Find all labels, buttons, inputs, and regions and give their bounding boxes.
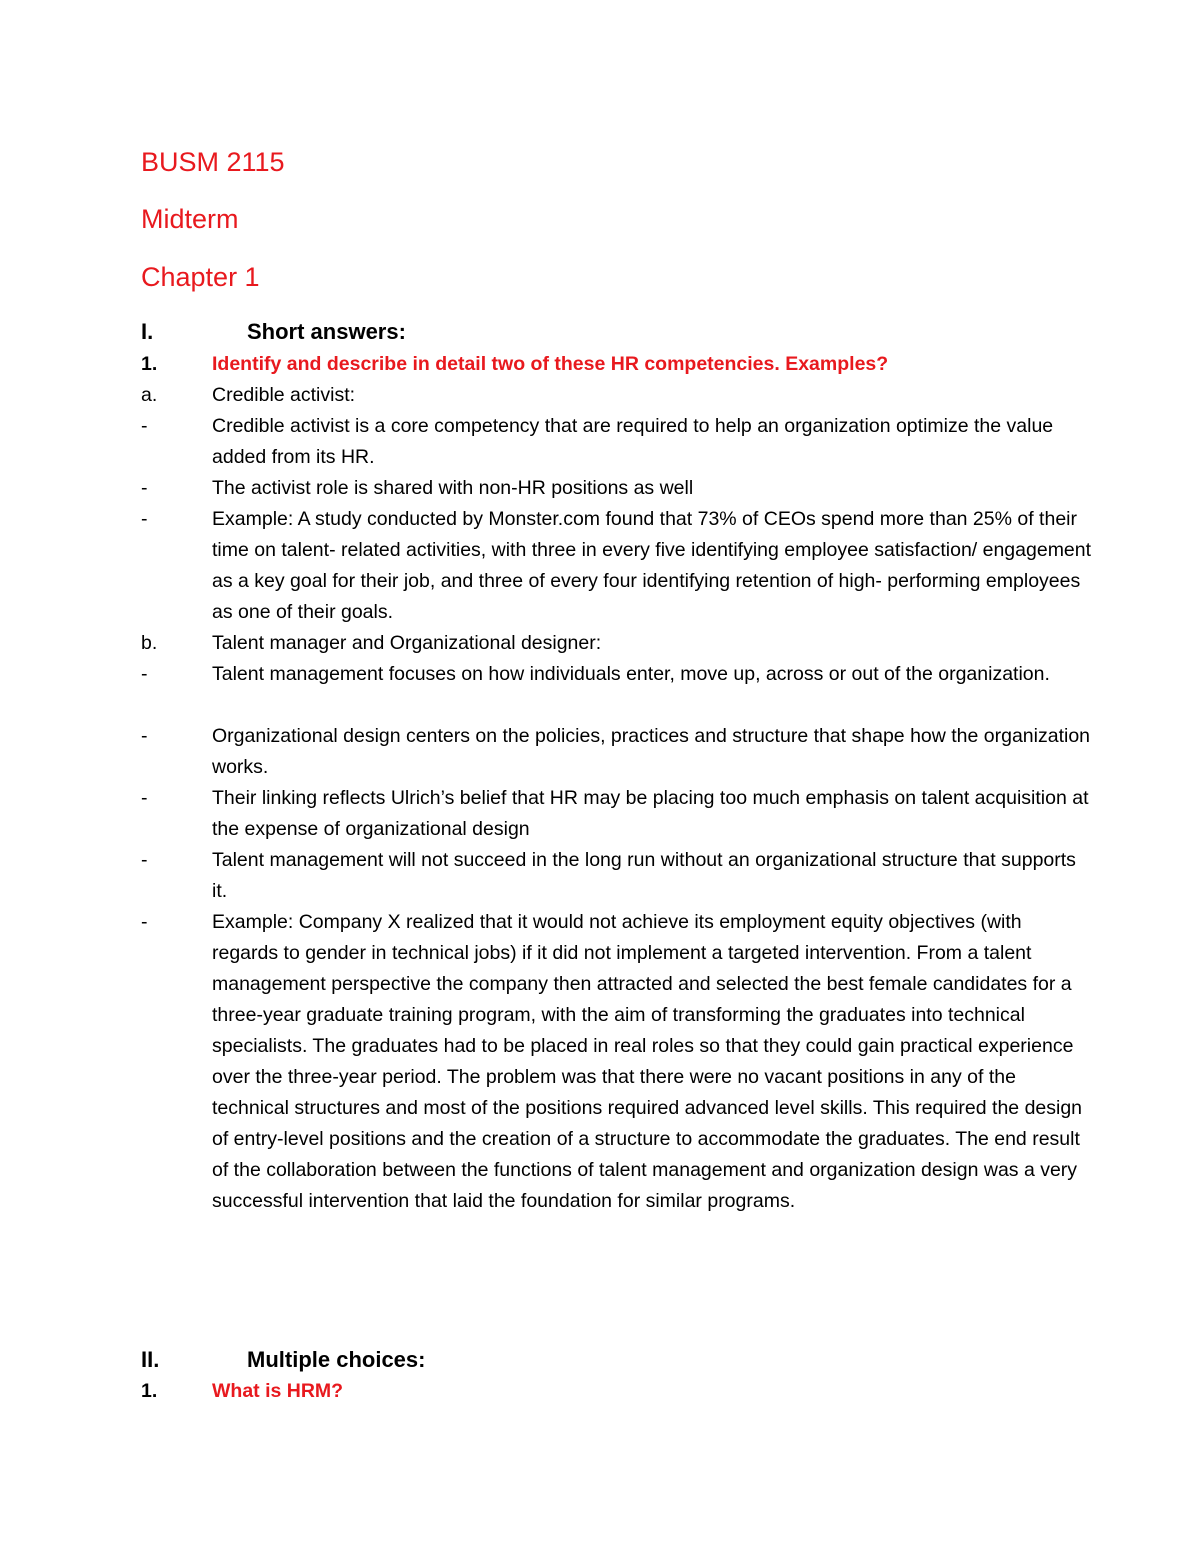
part-a-marker: a. — [141, 384, 158, 406]
bullet-marker: - — [141, 911, 148, 933]
bullet-marker: - — [141, 663, 148, 685]
mc-question-1-row — [141, 1376, 1081, 1407]
bullet-marker: - — [141, 849, 148, 871]
part-a-row — [141, 380, 1081, 411]
question-1-row — [141, 349, 1081, 380]
bullet-text: Their linking reflects Ulrich’s belief that HR may be placing too much emphasis on talent acquisition at the expense of organizational design — [212, 787, 1089, 840]
bullet-item — [141, 721, 1091, 783]
part-b-title: Talent manager and Organizational designer: — [212, 632, 602, 654]
bullet-marker: - — [141, 415, 148, 437]
exam-heading: Midterm — [141, 204, 239, 234]
part-a-title: Credible activist: — [212, 384, 356, 406]
bullet-text: Example: Company X realized that it would not achieve its employment equity objectives (with regards to gender in technical jobs) if it did not implement a targeted intervention. From a talent management perspective the company then attracted and selected the best female candidates for a three-year graduate training program, with the aim of transforming the graduates into technical specialists. The graduates had to be placed in real roles so that they could gain practical experience over the three-year period. The problem was that there were no vacant positions in any of the technical structures and most of the positions required advanced level skills. This required the design of entry-level positions and the creation of a structure to accommodate the graduates. The end result of the collaboration between the functions of talent management and organization design was a very successful intervention that laid the foundation for similar programs. — [212, 911, 1083, 1212]
section-2-marker: II. — [141, 1347, 160, 1372]
question-1-text: Identify and describe in detail two of these HR competencies. Examples? — [212, 353, 889, 375]
bullet-item — [141, 473, 1081, 504]
section-2-title: Multiple choices: — [247, 1347, 426, 1372]
chapter-heading: Chapter 1 — [141, 262, 260, 292]
mc-question-1-text: What is HRM? — [212, 1380, 344, 1402]
question-1-marker: 1. — [141, 353, 158, 375]
course-code-heading: BUSM 2115 — [141, 147, 285, 177]
mc-question-1-marker: 1. — [141, 1380, 158, 1402]
bullet-item — [141, 783, 1089, 845]
bullet-item — [141, 411, 1081, 473]
part-b-row — [141, 628, 1081, 659]
bullet-item — [141, 907, 1081, 1217]
bullet-text: Talent management focuses on how individuals enter, move up, across or out of the organization. — [212, 663, 1050, 685]
bullet-text: Organizational design centers on the policies, practices and structure that shape how the organization works. — [212, 725, 1091, 778]
bullet-marker: - — [141, 477, 148, 499]
bullet-item — [141, 659, 1081, 690]
bullet-text: Credible activist is a core competency that are required to help an organization optimize the value added from its HR. — [212, 415, 1054, 468]
bullet-marker: - — [141, 508, 148, 530]
bullet-text: Talent management will not succeed in the long run without an organizational structure that supports it. — [212, 849, 1076, 902]
bullet-text: The activist role is shared with non-HR positions as well — [212, 477, 694, 499]
bullet-marker: - — [141, 725, 148, 747]
bullet-marker: - — [141, 787, 148, 809]
section-2-heading — [141, 1344, 1081, 1375]
bullet-item — [141, 504, 1092, 628]
bullet-text: Example: A study conducted by Monster.com found that 73% of CEOs spend more than 25% of their time on talent- related activities, with three in every five identifying employee satisfaction/ engagement as a key goal for their job, and three of every four identifying retention of high- performing employees as one of their goals. — [212, 508, 1092, 623]
section-1-title: Short answers: — [247, 319, 406, 344]
bullet-item — [141, 845, 1081, 907]
section-1-marker: I. — [141, 319, 154, 344]
part-b-marker: b. — [141, 632, 158, 654]
section-1-heading — [141, 316, 1081, 347]
